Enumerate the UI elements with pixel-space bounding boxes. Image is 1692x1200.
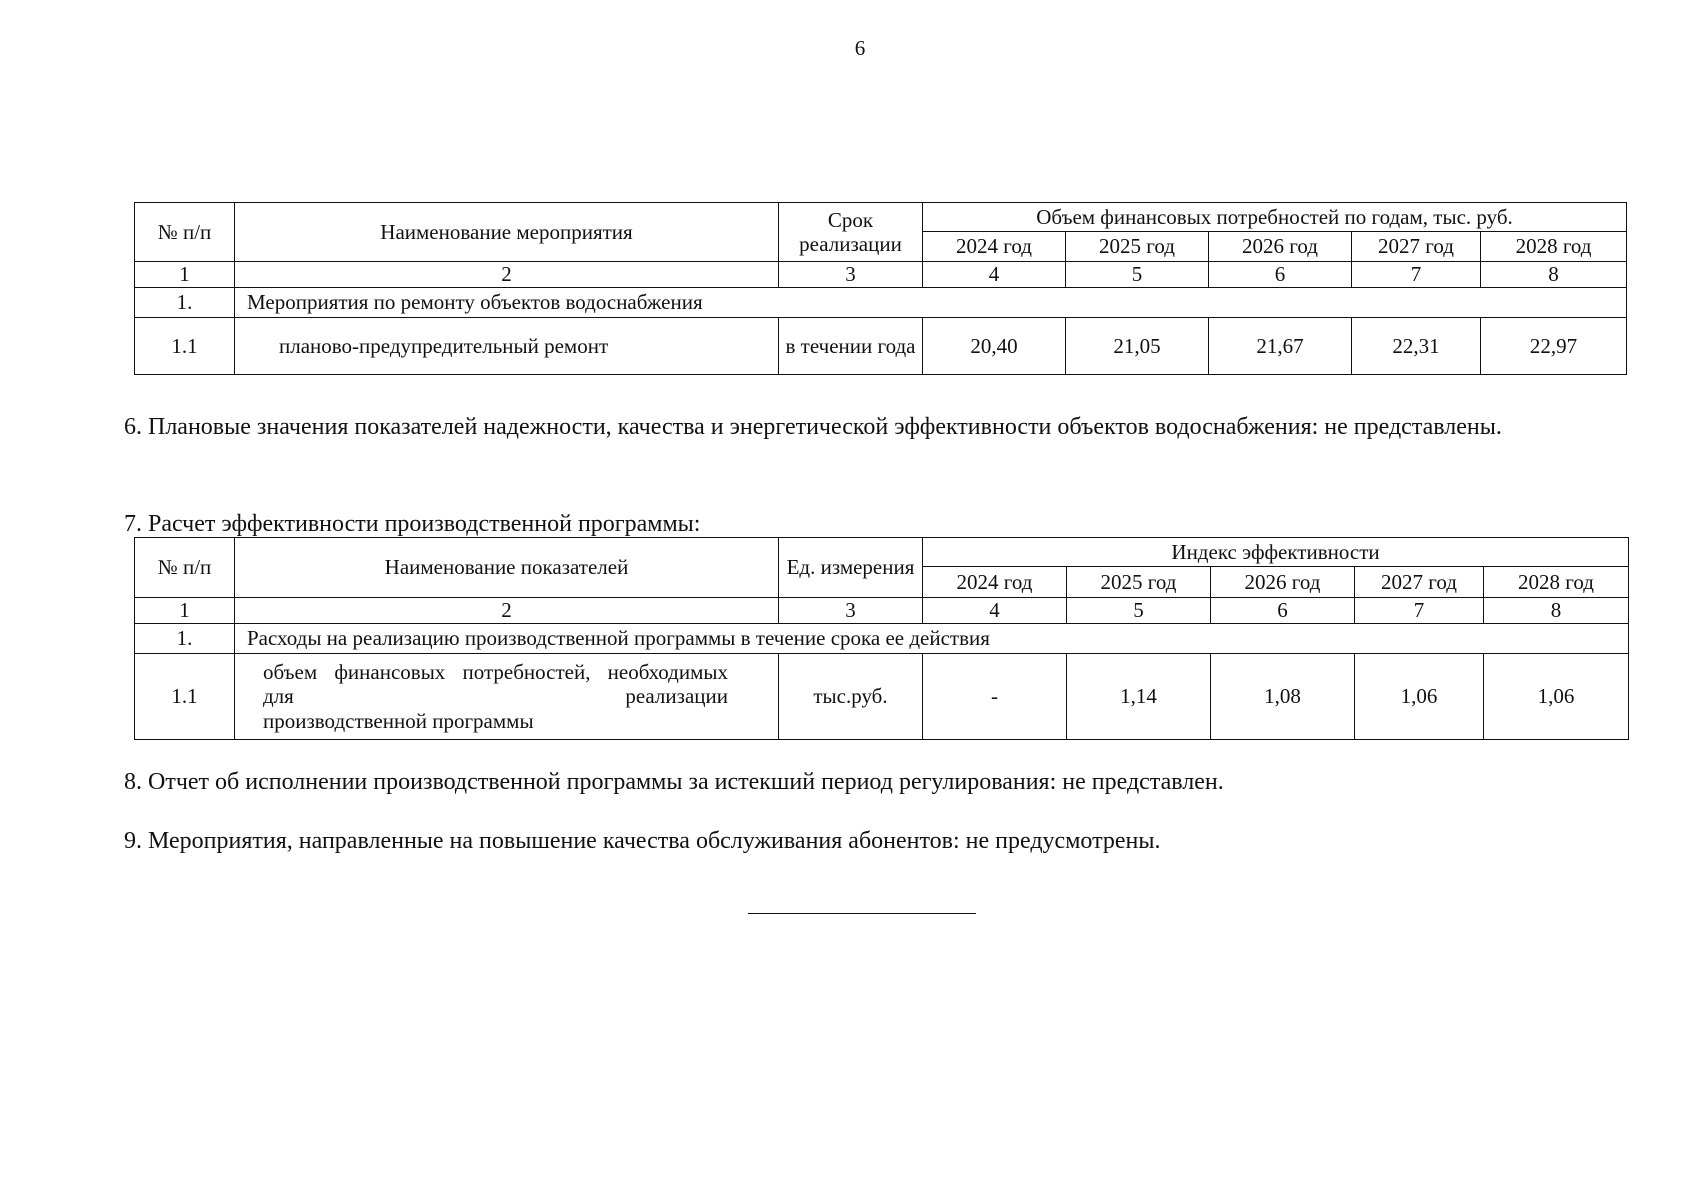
- section-row: [135, 288, 1627, 318]
- row-value: 1,08: [1211, 654, 1355, 740]
- row-unit: тыс.руб.: [779, 654, 923, 740]
- row-value: 1,06: [1355, 654, 1484, 740]
- paragraph-6: 6. Плановые значения показателей надежности, качества и энергетической эффективности объектов водоснабжения: не представлены.: [124, 414, 1502, 440]
- column-number-row: [135, 598, 1629, 624]
- column-number: 8: [1481, 262, 1627, 288]
- row-value: 22,31: [1352, 318, 1481, 375]
- table-row: [135, 318, 1627, 375]
- row-name: [235, 654, 779, 740]
- header-unit: Ед. измерения: [779, 538, 923, 598]
- column-number: 8: [1484, 598, 1629, 624]
- row-value: -: [923, 654, 1067, 740]
- column-number: 1: [135, 262, 235, 288]
- row-term: в течении года: [779, 318, 923, 375]
- column-number: 3: [779, 598, 923, 624]
- header-term: Срок реализации: [779, 203, 923, 262]
- paragraph-8: 8. Отчет об исполнении производственной программы за истекший период регулирования: не представлен.: [124, 769, 1224, 795]
- column-number: 6: [1209, 262, 1352, 288]
- paragraph-7: 7. Расчет эффективности производственной программы:: [124, 511, 701, 537]
- header-name: Наименование мероприятия: [235, 203, 779, 262]
- header-year: 2028 год: [1484, 567, 1629, 598]
- end-divider: [748, 913, 976, 914]
- header-year: 2025 год: [1066, 232, 1209, 262]
- column-number: 5: [1067, 598, 1211, 624]
- section-title: Мероприятия по ремонту объектов водоснабжения: [235, 288, 1627, 318]
- column-number: 5: [1066, 262, 1209, 288]
- header-year: 2028 год: [1481, 232, 1627, 262]
- table-row: [135, 654, 1629, 740]
- row-value: 20,40: [923, 318, 1066, 375]
- column-number: 7: [1355, 598, 1484, 624]
- page-number: 6: [854, 36, 866, 60]
- column-number: 2: [235, 262, 779, 288]
- column-number: 1: [135, 598, 235, 624]
- column-number: 2: [235, 598, 779, 624]
- row-value: 1,14: [1067, 654, 1211, 740]
- column-number: 3: [779, 262, 923, 288]
- row-name-line2: производственной программы: [263, 708, 534, 733]
- finance-needs-table: [134, 202, 1627, 375]
- row-value: 21,05: [1066, 318, 1209, 375]
- section-title: Расходы на реализацию производственной программы в течение срока ее действия: [235, 624, 1629, 654]
- header-year: 2024 год: [923, 567, 1067, 598]
- row-name: планово-предупредительный ремонт: [235, 318, 779, 375]
- column-number-row: [135, 262, 1627, 288]
- header-num: № п/п: [135, 538, 235, 598]
- column-number: 7: [1352, 262, 1481, 288]
- row-num: 1.1: [135, 318, 235, 375]
- paragraph-9: 9. Мероприятия, направленные на повышение качества обслуживания абонентов: не предусмотрены.: [124, 828, 1161, 854]
- header-name: Наименование показателей: [235, 538, 779, 598]
- row-name-line1: объем финансовых потребностей, необходимых для реализации: [263, 660, 728, 709]
- row-value: 21,67: [1209, 318, 1352, 375]
- row-value: 22,97: [1481, 318, 1627, 375]
- section-num: 1.: [135, 624, 235, 654]
- header-year: 2027 год: [1352, 232, 1481, 262]
- section-row: [135, 624, 1629, 654]
- row-num: 1.1: [135, 654, 235, 740]
- header-year: 2025 год: [1067, 567, 1211, 598]
- header-year: 2026 год: [1211, 567, 1355, 598]
- section-num: 1.: [135, 288, 235, 318]
- column-number: 6: [1211, 598, 1355, 624]
- header-num: № п/п: [135, 203, 235, 262]
- efficiency-table: [134, 537, 1629, 740]
- header-group: Объем финансовых потребностей по годам, тыс. руб.: [923, 203, 1627, 232]
- column-number: 4: [923, 598, 1067, 624]
- row-value: 1,06: [1484, 654, 1629, 740]
- header-year: 2026 год: [1209, 232, 1352, 262]
- header-year: 2024 год: [923, 232, 1066, 262]
- header-year: 2027 год: [1355, 567, 1484, 598]
- header-group: Индекс эффективности: [923, 538, 1629, 567]
- column-number: 4: [923, 262, 1066, 288]
